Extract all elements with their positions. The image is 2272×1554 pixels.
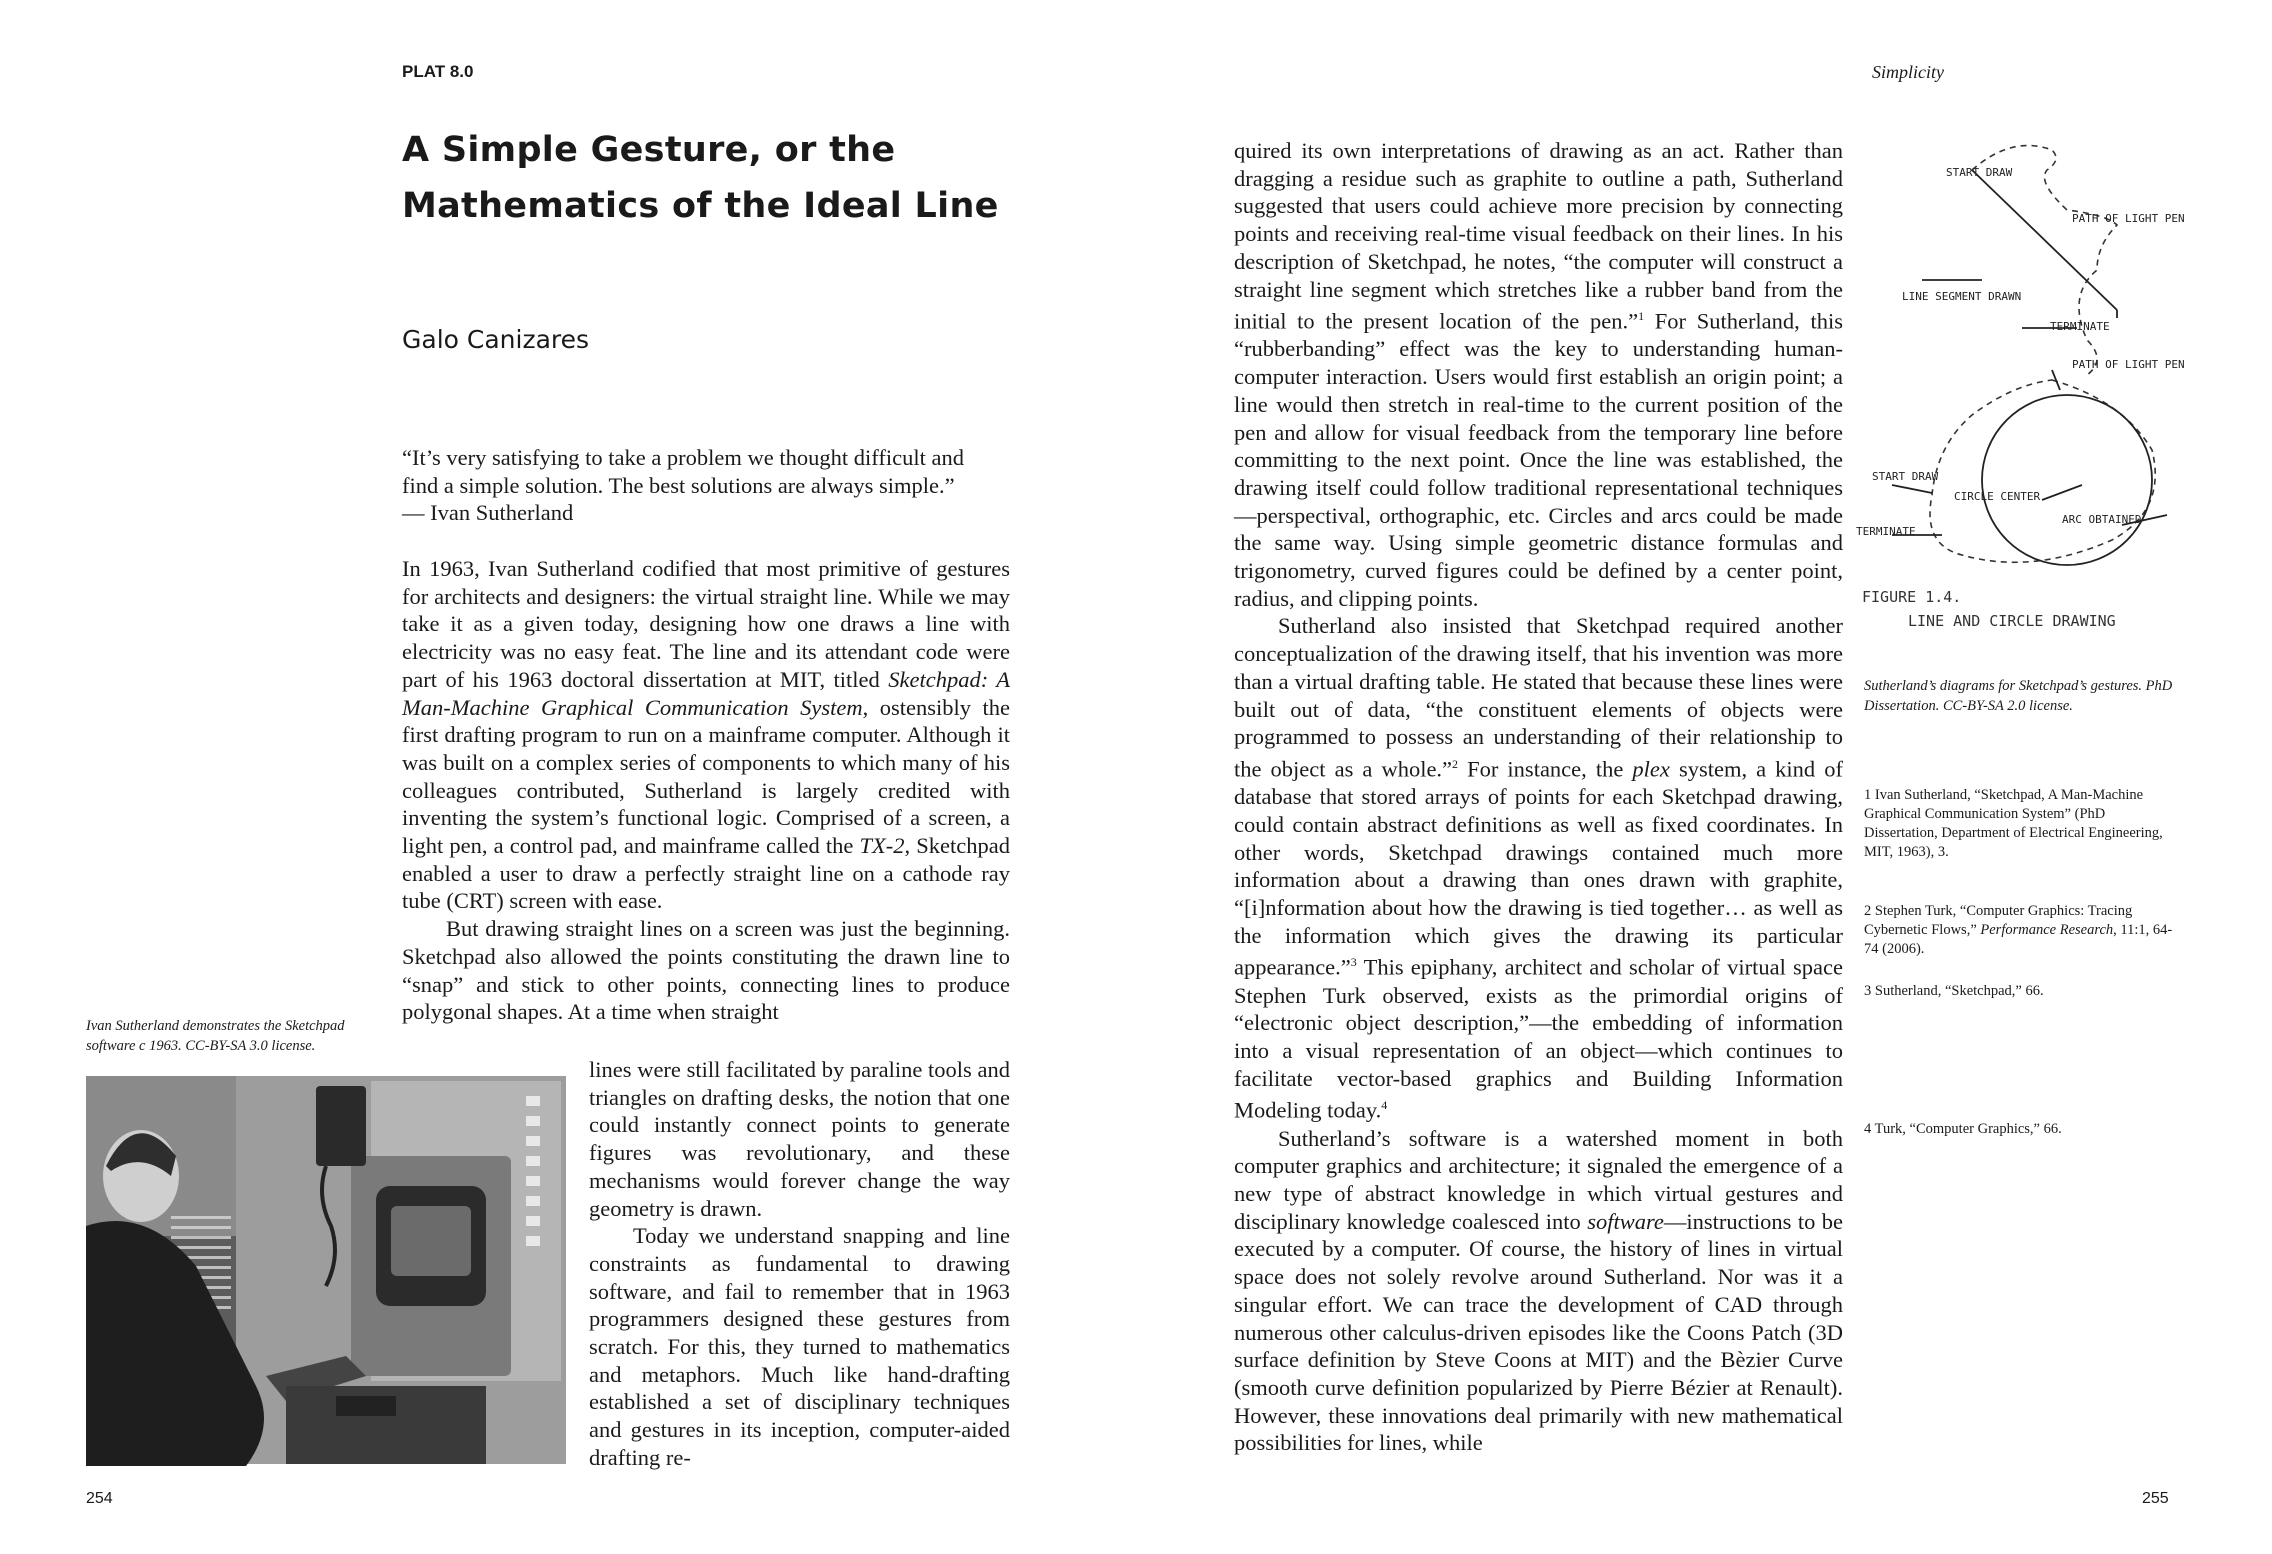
footnote-2-text-a: 2 Stephen Turk, “Computer Graphics: Tracing Cybernetic Flows,”: [1864, 903, 2133, 938]
watershed-text-b: —instructions to be executed by a computer. Of course, the history of lines in virtual space does not solely revolve around Sutherland. Nor was it a singular effort. We can trace the development of CAD through numerous other calculus-driven episodes like the Coons Patch (3D surface definition by Steve Coons at MIT) and the Bèzier Curve (smooth curve definition popularized by Pierre Bézier at Renault). However, these innovations deal primarily with new mathematical possibilities for lines, while: [1234, 1208, 1843, 1456]
label-path-light-pen-1: PATH OF LIGHT PEN: [2072, 212, 2185, 225]
paragraph-2-full: But drawing straight lines on a screen was just the beginning. Sketchpad also allowed the points constituting the drawn line to “snap” and stick to other points, connecting lines to produce polygonal shapes. At a time when straight: [402, 916, 1010, 1025]
footnote-4: 4 Turk, “Computer Graphics,” 66.: [1864, 1121, 2062, 1137]
epigraph-line-1: “It’s very satisfying to take a problem we thought difficult and: [402, 445, 964, 470]
epigraph: [402, 444, 1010, 527]
label-terminate-1: TERMINATE: [2050, 320, 2110, 333]
footnote-ref-4[interactable]: 4: [1381, 1098, 1388, 1113]
footnote-3: 3 Sutherland, “Sketchpad,” 66.: [1864, 983, 2044, 999]
left-body-column: [402, 555, 1010, 1026]
right-page: [1102, 0, 2204, 1554]
paragraph-continued: [1234, 137, 1843, 612]
dissertation-title: Sketchpad: A Man-Machine Graphical Communication System: [402, 666, 1011, 720]
figure-number: FIGURE 1.4.: [1862, 588, 1962, 606]
para-cont-text-a: quired its own interpretations of drawing as an act. Rather than dragging a residue such as graphite to outline a path, Sutherland suggested that users could achieve more precision by connecting points and receiving real-time visual feedback on their lines. In his description of Sketchpad, he notes, “the computer will construct a straight line segment which stretches like a rubber band from the initial to the present location of the pen.”: [1234, 138, 1843, 334]
label-line-segment-drawn: LINE SEGMENT DRAWN: [1902, 290, 2022, 303]
running-head-left: PLAT 8.0: [402, 62, 474, 81]
footnote-ref-2[interactable]: 2: [1452, 756, 1459, 771]
left-page: [0, 0, 1102, 1554]
photo-caption: Ivan Sutherland demonstrates the Sketchpad software c 1963. CC-BY-SA 3.0 license.: [86, 1018, 345, 1054]
label-circle-center: CIRCLE CENTER: [1954, 490, 2041, 503]
figure-title: LINE AND CIRCLE DRAWING: [1908, 612, 2116, 630]
software-term: software: [1587, 1208, 1664, 1234]
label-arc-obtained: ARC OBTAINED: [2062, 513, 2142, 526]
label-start-draw-1: START DRAW: [1946, 166, 2013, 179]
paragraph-3: Today we understand snapping and line constraints as fundamental to drawing software, and fail to remember that in 1963 programmers designed these gestures from scratch. For this, they turned to mathematics and metaphors. Much like hand-drafting established a set of disciplinary techniques and gestures in its inception, computer-aided drafting re-: [589, 1223, 1010, 1470]
folio-left: 254: [86, 1490, 113, 1507]
gesture-diagram: [1856, 130, 2272, 650]
watershed-text-a: Sutherland’s software is a watershed moment in both computer graphics and architecture; it signaled the emergence of a new type of abstract knowledge in which virtual gestures and disciplinary knowledge coalesced into: [1234, 1125, 1843, 1234]
para-cont-text-b: For Sutherland, this “rubberbanding” effect was the key to understanding human-computer interaction. Users would first establish an origin point; a line would then stretch in real-time to the current position of the pen and allow for visual feedback from the temporary line before committing to the next point. Once the line was established, the drawing itself could follow traditional representational techniques—perspectival, orthographic, etc. Circles and arcs could be made the same way. Using simple geometric distance formulas and trigonometry, curved figures could be defined by a center point, radius, and clipping points.: [1234, 308, 1843, 611]
folio-right: 255: [2142, 1490, 2169, 1507]
running-head-right: Simplicity: [1872, 62, 1944, 82]
plex-text-b: For instance, the: [1458, 756, 1633, 782]
sutherland-photo: [86, 1076, 566, 1464]
author-name: Galo Canizares: [402, 325, 590, 354]
footnote-1: 1 Ivan Sutherland, “Sketchpad, A Man-Machine Graphical Communication System” (PhD Dissertation, Department of Electrical Engineering, MIT, 1963), 3.: [1864, 787, 2163, 860]
footnote-2-text-b: , 11:1, 64-74 (2006).: [1864, 922, 2173, 957]
left-body-narrow: [589, 1056, 1010, 1472]
plex-text-d: This epiphany, architect and scholar of virtual space Stephen Turk observed, exists as the primordial origins of “electronic object description,”—the embedding of information into a visual representation of an object—which continues to facilitate vector-based graphics and Building Information Modeling today.: [1234, 954, 1843, 1123]
photo-illustration: [86, 1076, 566, 1464]
label-start-draw-2: START DRAW: [1872, 470, 1939, 483]
para1-text-b: , ostensibly the first drafting program to run on a mainframe computer. Although it was built on a complex series of components to which many of his colleagues contributed, Sutherland is largely credited with inventing the system’s functional logic. Comprised of a screen, a light pen, a control pad, and mainframe called the: [402, 694, 1011, 859]
journal-title: Performance Research: [1980, 922, 2114, 938]
footnote-ref-3[interactable]: 3: [1350, 955, 1357, 970]
plex-text-c: system, a kind of database that stored arrays of points for each Sketchpad drawing, could contain abstract definitions as well as fixed coordinates. In other words, Sketchpad drawings contained much more information about a drawing than ones drawn with graphite, “[i]nformation about how the drawing is tied together… as well as the information which gives the drawing its particular appearance.”: [1234, 756, 1843, 980]
article-title: [402, 122, 1042, 234]
paragraph-1: [402, 555, 1010, 915]
para1-text-c: , Sketchpad enabled a user to draw a perfectly straight line on a cathode ray tube (CRT) screen with ease.: [402, 833, 1010, 914]
epigraph-attribution: — Ivan Sutherland: [402, 500, 574, 526]
figure-caption: Sutherland’s diagrams for Sketchpad’s gestures. PhD Dissertation. CC-BY-SA 2.0 license.: [1864, 678, 2173, 714]
paragraph-plex: [1234, 612, 1843, 1124]
para1-text-a: In 1963, Ivan Sutherland codified that most primitive of gestures for architects and designers: the virtual straight line. While we may take it as a given today, designing how one draws a line with electricity was no easy feat. The line and its attendant code were part of his 1963 doctoral dissertation at MIT, titled: [402, 556, 1010, 692]
title-line-2: Mathematics of the Ideal Line: [402, 186, 999, 226]
paragraph-watershed: [1234, 1125, 1843, 1457]
label-path-light-pen-2: PATH OF LIGHT PEN: [2072, 358, 2185, 371]
epigraph-line-2: find a simple solution. The best solutions are always simple.”: [402, 472, 955, 498]
right-body-column: [1234, 137, 1843, 1457]
footnote-2: [1864, 902, 2174, 959]
title-line-1: A Simple Gesture, or the: [402, 130, 896, 170]
plex-term: plex: [1632, 756, 1670, 782]
tx2-term: TX-2: [859, 833, 905, 859]
plex-text-a: Sutherland also insisted that Sketchpad required another conceptualization of the drawing itself, that his invention was more than a virtual drafting table. He stated that because these lines were built out of data, “the constituent elements of objects were programmed to possess an understanding of their relationship to the object as a whole.”: [1234, 613, 1843, 782]
label-terminate-2: TERMINATE: [1856, 525, 1916, 538]
paragraph-2-narrow: lines were still facilitated by paraline tools and triangles on drafting desks, the notion that one could instantly connect points to generate figures was revolutionary, and these mechanisms would forever change the way geometry is drawn.: [589, 1057, 1010, 1221]
footnote-ref-1[interactable]: 1: [1638, 309, 1645, 324]
